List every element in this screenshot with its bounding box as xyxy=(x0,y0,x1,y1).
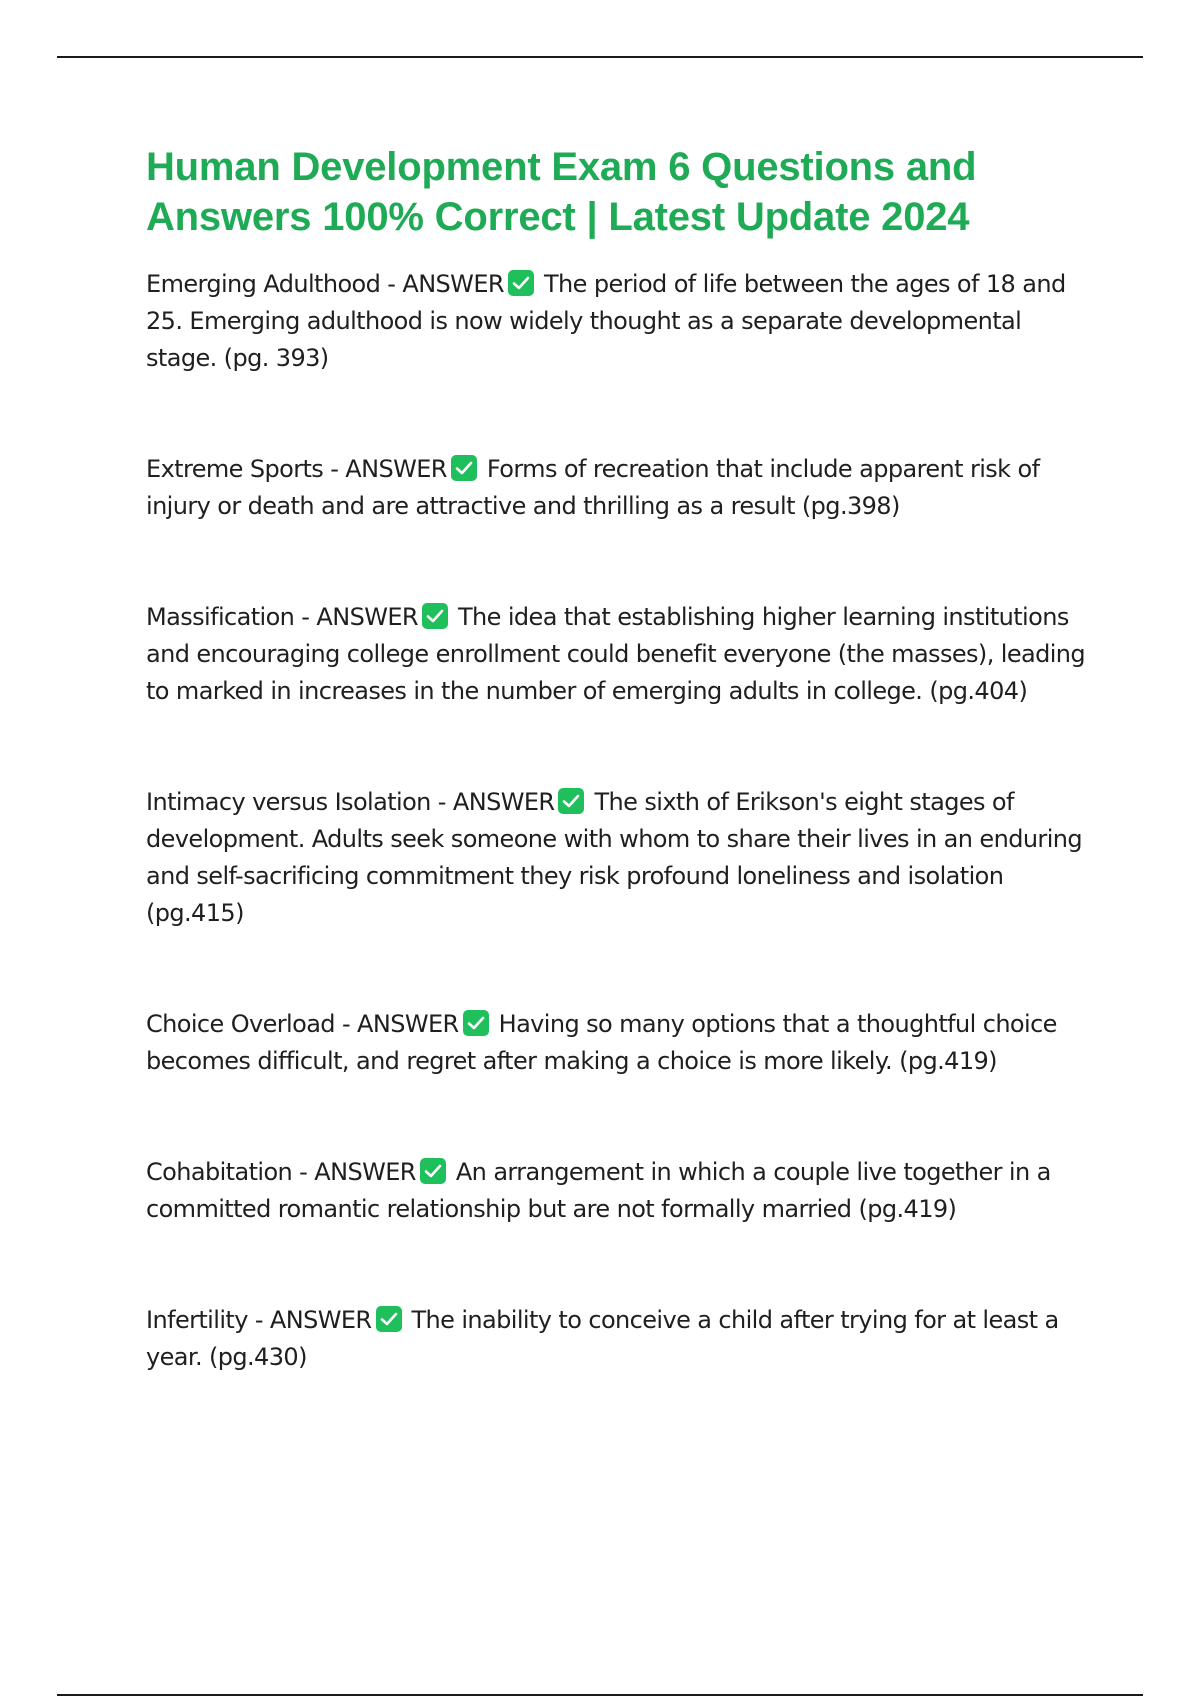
check-mark-icon xyxy=(463,1010,489,1036)
entry-term: Extreme Sports - ANSWER xyxy=(146,455,447,483)
list-item xyxy=(146,784,1096,932)
entry-term: Infertility - ANSWER xyxy=(146,1306,372,1334)
entry-definition: The idea that establishing higher learning institutions and encouraging college enrollment could benefit everyone (the masses), leading to marked in increases in the number of emerging adults in college. (pg.404) xyxy=(146,603,1086,705)
entry-term: Emerging Adulthood - ANSWER xyxy=(146,270,504,298)
list-item xyxy=(146,1006,1096,1080)
list-item xyxy=(146,1302,1096,1376)
entry-term: Choice Overload - ANSWER xyxy=(146,1010,459,1038)
check-mark-icon xyxy=(376,1306,402,1332)
list-item xyxy=(146,1154,1096,1228)
entry-definition: The inability to conceive a child after trying for at least a year. (pg.430) xyxy=(146,1306,1059,1371)
list-item xyxy=(146,599,1096,710)
entry-definition: Forms of recreation that include apparent risk of injury or death and are attractive and thrilling as a result (pg.398) xyxy=(146,455,1040,520)
check-mark-icon xyxy=(508,270,534,296)
entry-term: Massification - ANSWER xyxy=(146,603,418,631)
entry-definition: Having so many options that a thoughtful choice becomes difficult, and regret after making a choice is more likely. (pg.419) xyxy=(146,1010,1057,1075)
entry-term: Cohabitation - ANSWER xyxy=(146,1158,416,1186)
document-body xyxy=(146,142,1096,1376)
check-mark-icon xyxy=(451,455,477,481)
bottom-divider xyxy=(57,1694,1143,1696)
entry-definition: The sixth of Erikson's eight stages of development. Adults seek someone with whom to share their lives in an enduring and self-sacrificing commitment they risk profound loneliness and isolation (pg.415) xyxy=(146,788,1083,927)
list-item xyxy=(146,266,1096,377)
check-mark-icon xyxy=(558,788,584,814)
document-title: Human Development Exam 6 Questions and Answers 100% Correct | Latest Update 2024 xyxy=(146,145,977,239)
entry-definition: The period of life between the ages of 18 and 25. Emerging adulthood is now widely thought as a separate developmental stage. (pg. 393) xyxy=(146,270,1066,372)
top-divider xyxy=(57,56,1143,58)
entry-definition: An arrangement in which a couple live together in a committed romantic relationship but are not formally married (pg.419) xyxy=(146,1158,1051,1223)
entry-term: Intimacy versus Isolation - ANSWER xyxy=(146,788,555,816)
list-item xyxy=(146,451,1096,525)
check-mark-icon xyxy=(420,1158,446,1184)
check-mark-icon xyxy=(422,603,448,629)
